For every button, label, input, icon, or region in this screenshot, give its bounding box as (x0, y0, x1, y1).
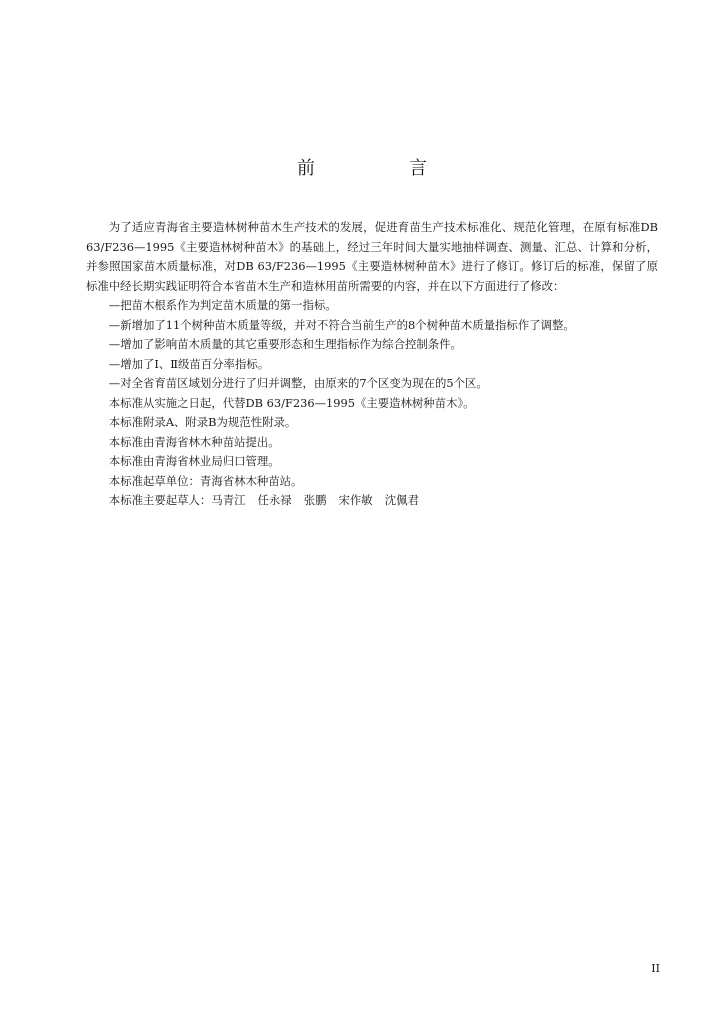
list-item: —新增加了11个树种苗木质量等级，并对不符合当前生产的8个树种苗木质量指标作了调整。 (108, 317, 575, 332)
drafter-name: 任永禄 (257, 493, 292, 507)
list-item: 本标准从实施之日起，代替DB 63/F236—1995《主要造林树种苗木》。 (108, 395, 475, 410)
drafter-name: 张鹏 (303, 493, 327, 507)
document-body (86, 218, 658, 511)
intro-paragraph: 为了适应青海省主要造林树种苗木生产技术的发展，促进育苗生产技术标准化、规范化管理，在原有标准DB 63/F236—1995《主要造林树种苗木》的基础上，经过三年时间大量实地抽样调查、测量、汇总、计算和分析，并参照国家苗木质量标准，对DB 63/F236—1995《主要造林树种苗木》进行了修订。修订后的标准，保留了原标准中经长期实践证明符合本省苗木生产和造林用苗所需要的内容，并在以下方面进行了修改： (86, 220, 658, 293)
drafter-name: 宋作敏 (338, 493, 373, 507)
drafter-name: 马青江 (211, 493, 246, 507)
page-title: 前 言 (297, 158, 465, 179)
list-item: —把苗木根系作为判定苗木质量的第一指标。 (108, 298, 337, 312)
page-number: II (651, 962, 660, 975)
list-item: 本标准由青海省林业局归口管理。 (108, 454, 280, 468)
list-item: —增加了Ⅰ、Ⅱ级苗百分率指标。 (108, 356, 270, 371)
drafters-line (86, 491, 658, 511)
list-item: 本标准起草单位：青海省林木种苗站。 (108, 473, 303, 488)
list-item: —增加了影响苗木质量的其它重要形态和生理指标作为综合控制条件。 (108, 337, 462, 351)
drafters-label: 本标准主要起草人： (108, 493, 212, 507)
drafter-name: 沈佩君 (384, 493, 419, 507)
list-item: 本标准附录A、附录B为规范性附录。 (108, 415, 297, 429)
list-item: —对全省育苗区域划分进行了归并调整，由原来的7个区变为现在的5个区。 (108, 376, 488, 390)
list-item: 本标准由青海省林木种苗站提出。 (108, 434, 280, 449)
